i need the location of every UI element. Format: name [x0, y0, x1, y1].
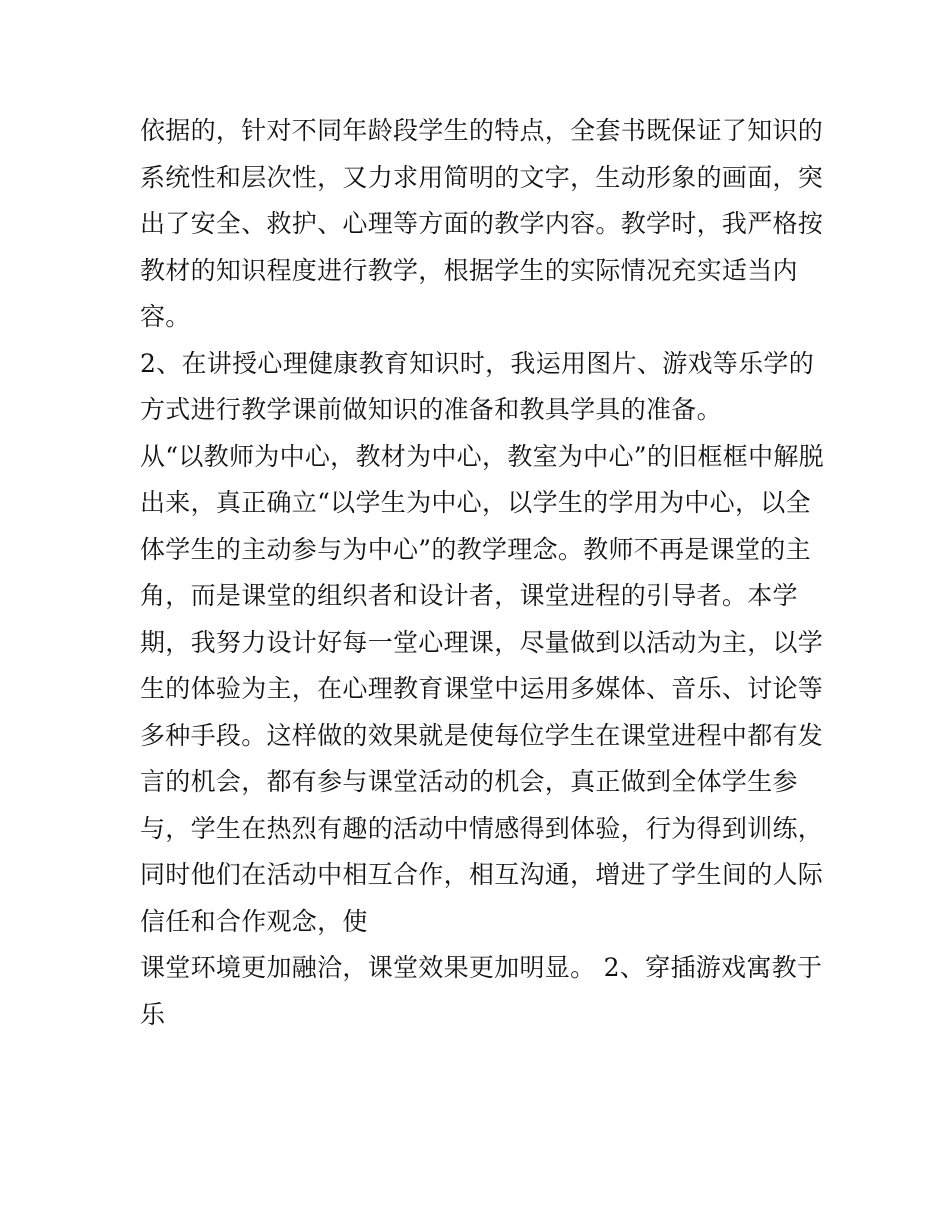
text-line: 出来，真正确立“以学生为中心，以学生的学用为中心，以全	[140, 488, 811, 517]
text-line: 课堂环境更加融洽，课堂效果更加明显。 2、穿插游戏寓教于	[140, 953, 823, 982]
text-line: 容。	[140, 302, 191, 331]
text-line: 出了安全、救护、心理等方面的教学内容。教学时，我严格按	[140, 209, 824, 238]
text-line: 从“以教师为中心，教材为中心，教室为中心”的旧框框中解脱	[140, 441, 824, 471]
text-line: 系统性和层次性，又力求用简明的文字，生动形象的画面，突	[140, 162, 824, 192]
body-text	[140, 108, 830, 1038]
text-line: 言的机会，都有参与课堂活动的机会，真正做到全体学生参	[140, 767, 798, 796]
text-line: 教材的知识程度进行教学，根据学生的实际情况充实适当内	[140, 255, 798, 285]
text-line: 期，我努力设计好每一堂心理课，尽量做到以活动为主，以学	[140, 627, 824, 657]
text-line: 方式进行教学课前做知识的准备和教具学具的准备。	[140, 395, 722, 424]
text-line: 乐	[140, 999, 166, 1029]
text-line: 依据的，针对不同年龄段学生的特点，全套书既保证了知识的	[140, 116, 824, 145]
text-line: 生的体验为主，在心理教育课堂中运用多媒体、音乐、讨论等	[140, 674, 824, 703]
text-line: 同时他们在活动中相互合作，相互沟通，增进了学生间的人际	[140, 860, 824, 889]
text-line: 与，学生在热烈有趣的活动中情感得到体验，行为得到训练，	[140, 813, 824, 843]
text-line: 多种手段。这样做的效果就是使每位学生在课堂进程中都有发	[140, 720, 824, 750]
text-line: 体学生的主动参与为中心”的教学理念。教师不再是课堂的主	[140, 534, 811, 564]
text-line: 角，而是课堂的组织者和设计者，课堂进程的引导者。本学	[140, 581, 798, 610]
text-line: 2、在讲授心理健康教育知识时，我运用图片、游戏等乐学的	[140, 348, 815, 378]
text-line: 信任和合作观念，使	[140, 906, 368, 936]
